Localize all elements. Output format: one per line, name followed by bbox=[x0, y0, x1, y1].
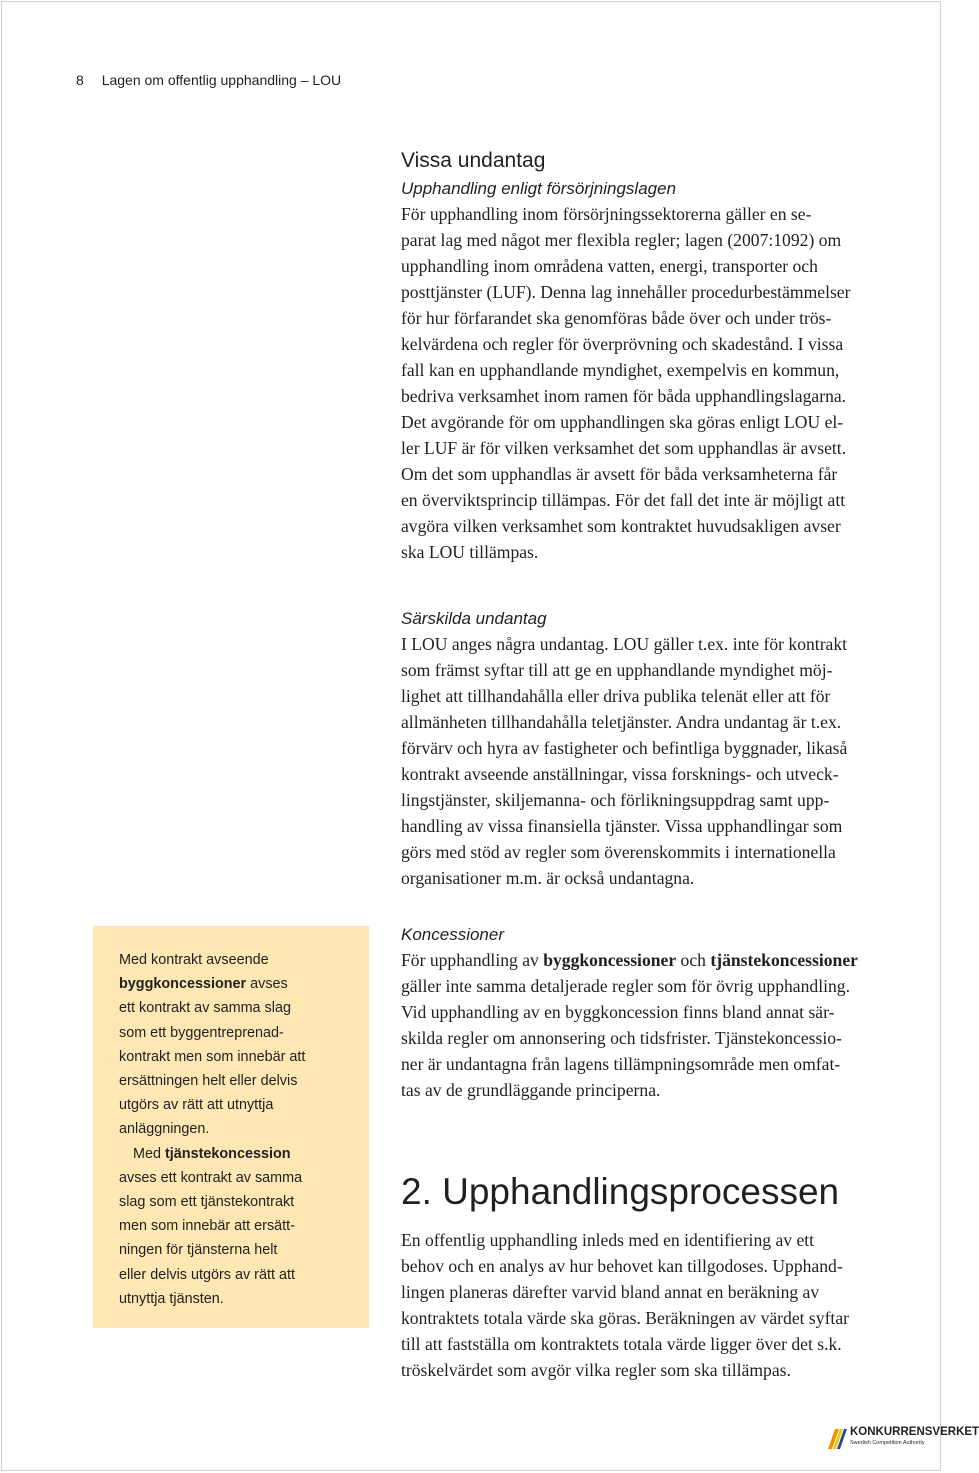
page-header bbox=[76, 72, 341, 88]
text-line: För upphandling inom försörjningssektorerna gäller en se- bbox=[401, 204, 812, 224]
page-number: 8 bbox=[76, 72, 84, 88]
section-koncessioner bbox=[401, 923, 961, 1103]
definition-sidebox bbox=[93, 926, 369, 1328]
konkurrensverket-logo bbox=[826, 1423, 979, 1455]
chapter-upphandlingsprocessen bbox=[401, 1169, 961, 1383]
text-line: förvärv och hyra av fastigheter och befintliga byggnader, likaså bbox=[401, 738, 848, 758]
section-vissa-undantag bbox=[401, 147, 961, 565]
text-line: görs med stöd av regler som överenskommits i internationella bbox=[401, 842, 836, 862]
paragraph-upphandlingsprocessen bbox=[401, 1227, 961, 1383]
text-line: lingstjänster, skiljemanna- och förlikningsuppdrag samt upp- bbox=[401, 790, 830, 810]
running-title: Lagen om offentlig upphandling – LOU bbox=[101, 72, 342, 88]
sidebox-line: byggkoncessioner avses bbox=[119, 976, 288, 993]
sidebox-line: anläggningen. bbox=[119, 1121, 210, 1138]
text-line: ner är undantagna från lagens tillämpningsområde men omfat- bbox=[401, 1054, 841, 1074]
text-line: Om det som upphandlas är avsett för båda verksamheterna får bbox=[401, 464, 838, 484]
logo-name: KONKURRENSVERKET bbox=[850, 1426, 979, 1438]
chapter-title: 2. Upphandlingsprocessen bbox=[401, 1171, 840, 1212]
text-line: kelvärdena och regler för överprövning och skadestånd. I vissa bbox=[401, 334, 844, 354]
text-line: behov och en analys av hur behovet kan tillgodoses. Upphand- bbox=[401, 1256, 843, 1276]
section-sarskilda-undantag bbox=[401, 607, 961, 891]
term-byggkoncessioner: byggkoncessioner bbox=[543, 950, 677, 970]
sidebox-line: slag som ett tjänstekontrakt bbox=[119, 1194, 295, 1211]
term-tjanstekoncessioner: tjänstekoncessioner bbox=[710, 950, 858, 970]
term-tjanstekoncession: tjänstekoncession bbox=[165, 1145, 291, 1162]
paragraph-forsorjningslagen bbox=[401, 201, 961, 565]
sidebox-line: ersättningen helt eller delvis bbox=[119, 1073, 298, 1090]
text-line: skilda regler om annonsering och tidsfrister. Tjänstekoncessio- bbox=[401, 1028, 842, 1048]
text-line: ler LUF är för vilken verksamhet det som upphandlas är avsett. bbox=[401, 438, 847, 458]
subsection-title-forsorjningslagen: Upphandling enligt försörjningslagen bbox=[401, 179, 677, 198]
paragraph-sarskilda bbox=[401, 631, 961, 891]
sidebox-line: utnyttja tjänsten. bbox=[119, 1290, 224, 1307]
text-line: lingen planeras därefter varvid bland annat en beräkning av bbox=[401, 1282, 820, 1302]
text-line: upphandling inom områdena vatten, energi, transporter och bbox=[401, 256, 818, 276]
text-line: Vid upphandling av en byggkoncession finns bland annat sär- bbox=[401, 1002, 835, 1022]
logo-mark-icon bbox=[826, 1425, 848, 1451]
section-title: Vissa undantag bbox=[401, 149, 546, 172]
text-line: gäller inte samma detaljerade regler som för övrig upphandling. bbox=[401, 976, 850, 996]
sidebox-line: ningen för tjänsterna helt bbox=[119, 1242, 278, 1259]
text-line: en överviktsprincip tillämpas. För det fall det inte är möjligt att bbox=[401, 490, 846, 510]
text-line: till att fastställa om kontraktets totala värde ligger över det s.k. bbox=[401, 1334, 842, 1354]
subsection-title-koncessioner: Koncessioner bbox=[401, 925, 505, 944]
text-line: handling av vissa finansiella tjänster. Vissa upphandlingar som bbox=[401, 816, 843, 836]
text-line: för hur förfarandet ska genomföras både över och under trös- bbox=[401, 308, 832, 328]
sidebox-line: utgörs av rätt att utnyttja bbox=[119, 1097, 274, 1114]
term-byggkoncessioner: byggkoncessioner bbox=[119, 976, 247, 993]
text-line: För upphandling av byggkoncessioner och tjänstekoncessioner bbox=[401, 950, 858, 970]
text-line: Det avgörande för om upphandlingen ska göras enligt LOU el- bbox=[401, 412, 844, 432]
text-line: tröskelvärdet som avgör vilka regler som ska tillämpas. bbox=[401, 1360, 791, 1380]
text-line: kontrakt avseende anställningar, vissa forsknings- och utveck- bbox=[401, 764, 839, 784]
sidebox-line: Med tjänstekoncession bbox=[133, 1145, 291, 1162]
sidebox-line: men som innebär att ersätt- bbox=[119, 1218, 295, 1235]
text-line: I LOU anges några undantag. LOU gäller t.ex. inte för kontrakt bbox=[401, 634, 848, 654]
subsection-title-sarskilda: Särskilda undantag bbox=[401, 609, 547, 628]
text-line: allmänheten tillhandahålla teletjänster. Andra undantag är t.ex. bbox=[401, 712, 842, 732]
sidebox-line: som ett byggentreprenad- bbox=[119, 1024, 284, 1041]
text-line: bedriva verksamhet inom ramen för båda upphandlingslagarna. bbox=[401, 386, 847, 406]
text-line: posttjänster (LUF). Denna lag innehåller procedurbestämmelser bbox=[401, 282, 851, 302]
text-line: parat lag med något mer flexibla regler; lagen (2007:1092) om bbox=[401, 230, 842, 250]
text-line: ska LOU tillämpas. bbox=[401, 542, 539, 562]
logo-subtitle: Swedish Competition Authority bbox=[850, 1440, 925, 1446]
text-line: fall kan en upphandlande myndighet, exempelvis en kommun, bbox=[401, 360, 840, 380]
sidebox-line: eller delvis utgörs av rätt att bbox=[119, 1266, 295, 1283]
sidebox-line: kontrakt men som innebär att bbox=[119, 1048, 306, 1065]
text-line: En offentlig upphandling inleds med en identifiering av ett bbox=[401, 1230, 815, 1250]
text-line: lighet att tillhandahålla eller driva publika telenät eller att för bbox=[401, 686, 831, 706]
paragraph-koncessioner bbox=[401, 947, 961, 1103]
text-line: avgöra vilken verksamhet som kontraktet huvudsakligen avser bbox=[401, 516, 841, 536]
text-line: som främst syftar till att ge en upphandlande myndighet möj- bbox=[401, 660, 833, 680]
sidebox-line: avses ett kontrakt av samma bbox=[119, 1169, 303, 1186]
sidebox-line: Med kontrakt avseende bbox=[119, 952, 269, 968]
text-line: tas av de grundläggande principerna. bbox=[401, 1080, 661, 1100]
text-line: organisationer m.m. är också undantagna. bbox=[401, 868, 695, 888]
text-line: kontraktets totala värde ska göras. Beräkningen av värdet syftar bbox=[401, 1308, 849, 1328]
sidebox-line: ett kontrakt av samma slag bbox=[119, 1000, 291, 1017]
